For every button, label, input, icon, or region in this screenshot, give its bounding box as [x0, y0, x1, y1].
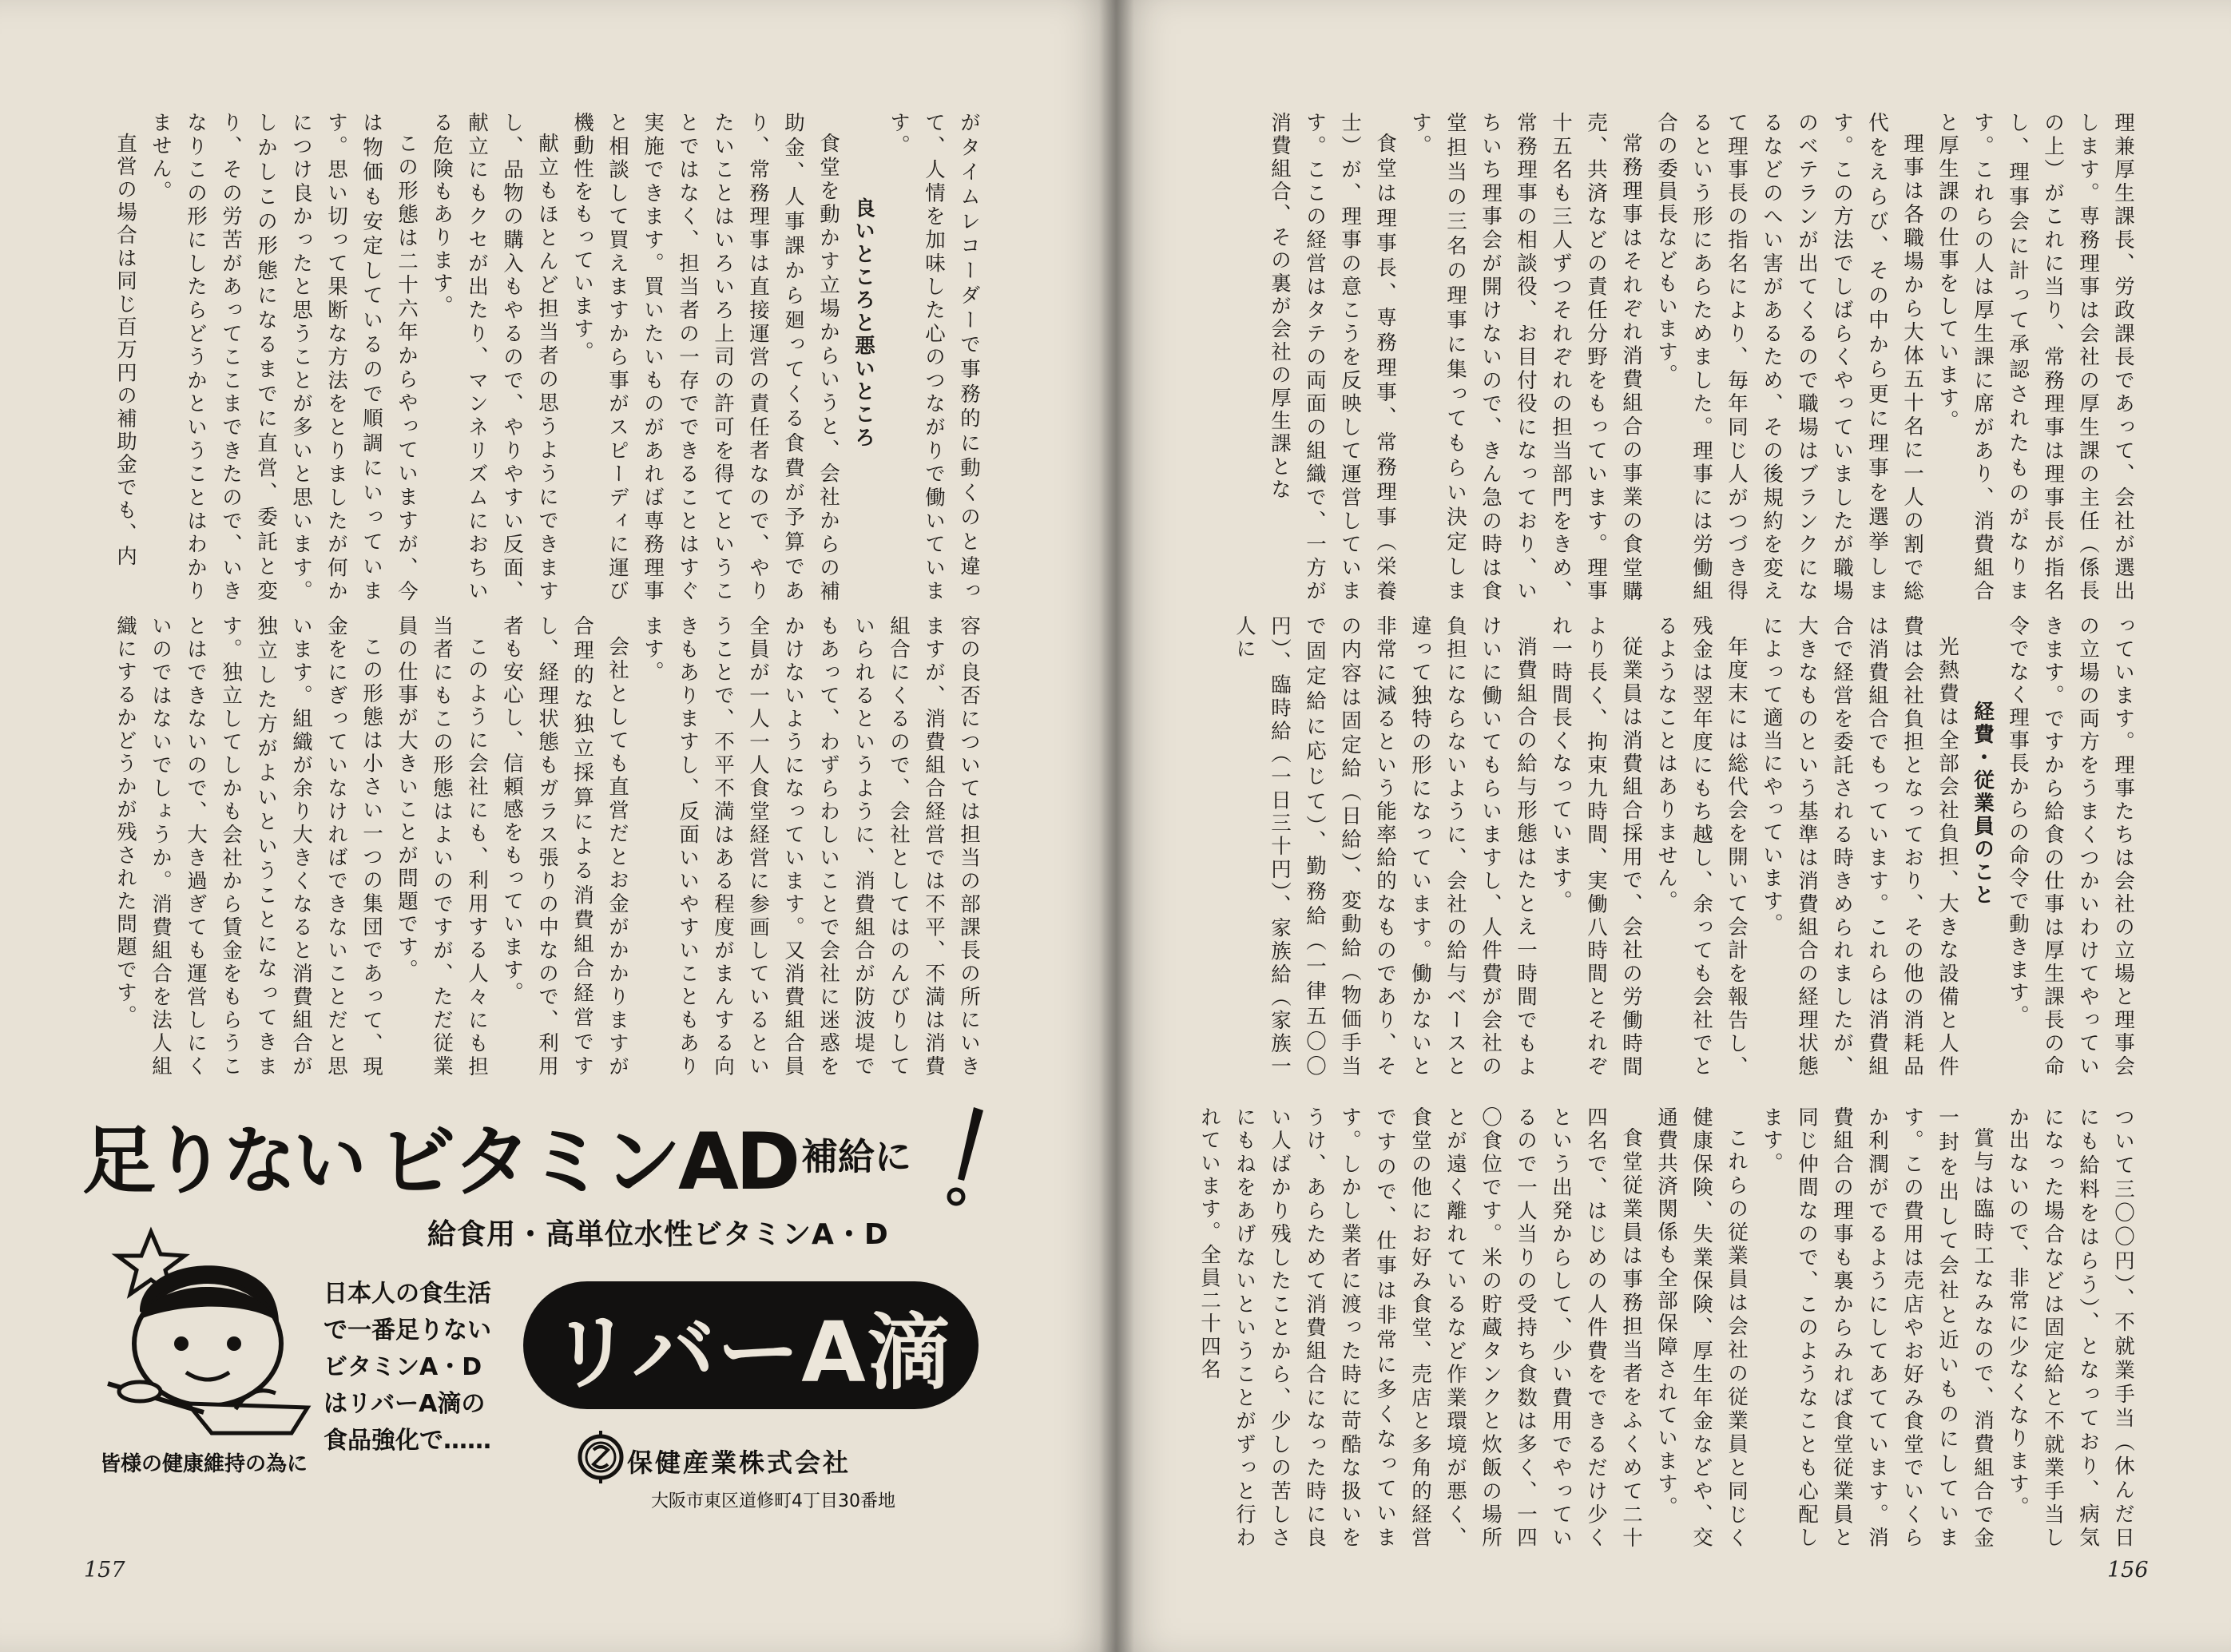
paragraph: 消費組合の給与形態はたとえ一時間でもよけいに働いてもらいますし、人件費が会社の負担にならないように、会社の給与ベースと違って独特の形になっています。働かないと非常に減るという能率給的なものであり、その内容は固定給（日給）、変動給（物価手当で固定給に応じて）、勤務給（一律五〇〇円）、臨時給（一日三十円）、家族給（家族一人に [1233, 615, 1538, 1078]
ad-line: で一番足りない [324, 1316, 491, 1344]
paragraph: 賞与は臨時工なみなので、消費組合で金一封を出して会社と近いものにしています。この費用は売店やお好み食堂でいくらか利潤がでるようにしてあてています。消費組合の理事も裏からみれば食堂従業員と同じ仲間なので、このようなことも心配します。 [1760, 1106, 1995, 1550]
text-column-mid-left [113, 615, 986, 1078]
ad-line: 食品強化で…… [324, 1427, 491, 1455]
paragraph: がタイムレコーダーで事務的に動くのと違って、人情を加味した心のつながりで働いています。 [887, 112, 981, 603]
ad-headline-pre: 足りない [82, 1118, 364, 1204]
ad-line: はリバーA滴の [324, 1390, 486, 1418]
company-logo-icon [578, 1428, 624, 1487]
paragraph: 容の良否については担当の部課長の所にいきますが、消費組合経営では不平、不満は消費組合にくるので、会社としてはのんびりしていられるというように、消費組合が防波堤でもあって、わずらわしいことで会社に迷惑をかけないようになっています。又消費組合員全員が一人一人食堂経営に参画しているということで、不平不満はある程度がまんする向きもありますし、反面いいやすいこともあります。 [641, 615, 981, 1078]
text-column-top-left [76, 112, 986, 603]
ad-headline-dotted: ビタミンAD [378, 1117, 798, 1208]
paragraph: 食堂従業員は事務担当者をふくめて二十四名で、はじめの人件費をできるだけ少くという出発からして、少い費用でやっているので一人当りの受持ち食数は多く、一四〇食位です。米の貯蔵タンクと炊飯の場所とが遠く離れているなど作業環境が悪く、食堂の他にお好み食堂、売店と多角的経営ですので、仕事は非常に多くなっています。しかし業者に渡った時に苛酷な扱いをうけ、あらためて消費組合になった時に良い人ばかり残したことから、少しの苦しさにもねをあげないということがずっと行われています。全員二十四名 [1197, 1106, 1643, 1550]
ad-product-name: リバーA滴 [550, 1304, 952, 1401]
ad-product-logo [523, 1281, 979, 1409]
paragraph: 直営の場合は同じ百万円の補助金でも、内 [113, 132, 137, 568]
paragraph: ついて三〇〇円）、不就業手当（休んだ日にも給料をはらう）、となっており、病気になった場合などは固定給と不就業手当しか出ないので、非常に少なくなります。 [2006, 1106, 2135, 1550]
vitamin-ad-advertisement [76, 1096, 986, 1515]
paragraph: 食堂を動かす立場からいうと、会社からの補助金、人事課から廻ってくる食費が予算であり、常務理事は直接運営の責任者なので、やりたいことはいろいろ上司の許可を得てということではなく、担当者の一存でできることはすぐ実施できます。買いたいものがあれば専務理事と相談して買えますから事がスピーディに運び機動性をもっています。 [570, 112, 840, 603]
paragraph: っています。理事たちは会社の立場と理事会の立場の両方をうまくつかいわけてやっていきます。ですから給食の仕事は厚生課長の命令でなく理事長からの命令で動きます。 [2006, 615, 2135, 1078]
ad-line: ビタミンA・D [324, 1353, 482, 1381]
section-heading-pros-cons: 良いところと悪いところ [852, 197, 875, 450]
paragraph: 理兼厚生課長、労政課長であって、会社が選出します。専務理事は会社の厚生課の主任（係長の上）がこれに当り、常務理事は理事長が指名し、理事会に計って承認されたものがなります。これらの人は厚生課に席があり、消費組合と厚生課の仕事をしています。 [1935, 112, 2135, 603]
paragraph: 理事は各職場から大体五十名に一人の割で総代をえらび、その中から更に理事を選挙します。この方法でしばらくやっていましたが職場のベテランが出てくるので職場はブランクになるなどのへい害があるため、その後規約を変えて理事長の指名により、毎年同じ人がつづき得るという形にあらためました。理事には労働組合の委員長などもいます。 [1654, 112, 1924, 603]
paragraph: この形態は小さい一つの集団であって、現金をにぎっていなければできないことだと思います。組織が余り大きくなると消費組合が独立した方がよいということになってきます。独立してしかも会社から賃金をもらうことはできないので、大き過ぎても運営しにくいのではないでしょうか。消費組合を法人組織にするかどうかが残された問題です。 [113, 615, 383, 1078]
paragraph: 年度末には総代会を開いて会計を報告し、残金は翌年度にもち越し、余っても会社でとるようなことはありません。 [1654, 615, 1749, 1078]
paragraph: 会社としても直営だとお金がかかりますが合理的な独立採算による消費組合経営ですし、経理状態もガラス張りの中なので、利用者も安心し、信頼感をもっています。 [500, 615, 629, 1078]
section-heading-costs-staff: 経費・従業員のこと [1971, 701, 1995, 907]
ad-company-name: 保健産業株式会社 [627, 1447, 852, 1478]
child-mascot-icon [92, 1224, 331, 1440]
page-number-left: 157 [84, 1558, 125, 1583]
exclamation-icon [943, 1104, 991, 1208]
ad-body-lines [324, 1276, 491, 1459]
ad-line: 日本人の食生活 [324, 1280, 491, 1308]
ad-headline-post: 補給に [801, 1135, 911, 1178]
paragraph: このように会社にも、利用する人々にも担当者にもこの形態はよいのですが、ただ従業員の仕事が大きいことが問題です。 [395, 615, 489, 1078]
ad-address: 大阪市東区道修町4丁目30番地 [651, 1491, 895, 1511]
paragraph: 従業員は消費組合採用で、会社の労働時間より長く、拘束九時間、実働八時間とそれぞれ一時間長くなっています。 [1549, 615, 1643, 1078]
paragraph: 献立もほとんど担当者の思うようにできますし、品物の購入もやるので、やりやすい反面、献立にもクセが出たり、マンネリズムにおちいる危険もあります。 [430, 112, 559, 603]
paragraph: 常務理事はそれぞれ消費組合の事業の食堂購売、共済などの責任分野をもっています。理事十五名も三人ずつそれぞれの担当部門をきめ、常務理事の相談役、お目付役になっており、いちいち理事会が開けないので、きん急の時は食堂担当の三名の理事に集ってもらい決定します。 [1408, 112, 1643, 603]
ad-caption: 皆様の健康維持の為に [100, 1452, 308, 1476]
text-column-top-right [1222, 112, 2141, 603]
paragraph: この形態は二十六年からやっていますが、今は物価も安定しているので順調にいっています。思い切って果断な方法をとりましたが何かにつけ良かったと思うことが多いと思います。しかしこの形態になるまでに直営、委託と変り、その労苦があってここまできたので、いきなりこの形にしたらどうかということはわかりません。 [149, 112, 419, 603]
paragraph: これらの従業員は会社の従業員と同じく健康保険、失業保険、厚生年金などや、交通費共済関係も全部保障されています。 [1654, 1106, 1749, 1550]
page-number-right: 156 [2107, 1558, 2149, 1583]
paragraph: 食堂は理事長、専務理事、常務理事（栄養士）が、理事の意こうを反映して運営しています。ここの経営はタテの両面の組織で、一方が消費組合、その裏が会社の厚生課とな [1268, 112, 1397, 603]
text-column-bottom-right [1197, 1106, 2141, 1550]
paragraph: 光熱費は全部会社負担、大きな設備と人件費は会社負担となっており、その他の消耗品は消費組合でもっています。これらは消費組合で経営を委託される時きめられましたが、大きなものという基準は消費組合の経理状態によって適当にやっています。 [1760, 615, 1959, 1078]
page-157 [0, 0, 1115, 1652]
text-column-mid-right [1222, 615, 2141, 1078]
page-156 [1115, 0, 2231, 1652]
ad-headline [82, 1096, 977, 1208]
ad-subheading: 給食用・高単位水性ビタミンA・D [427, 1218, 889, 1251]
